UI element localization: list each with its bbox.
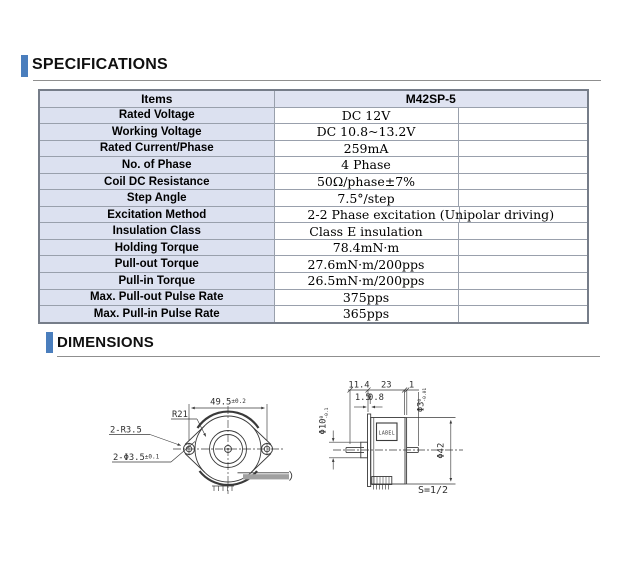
mounting-hole-dia-label: 2-Φ3.5±0.1 xyxy=(113,453,160,463)
table-row xyxy=(39,239,588,256)
flange-thickness-dim: 0.8 xyxy=(368,393,384,403)
spec-item-extra-cell xyxy=(458,124,588,141)
table-row xyxy=(39,190,588,207)
spec-item-label: Holding Torque xyxy=(39,239,274,256)
boss-diameter-label: $\Phi 10^0-0.1$ xyxy=(318,407,331,435)
spec-item-label: Coil DC Resistance xyxy=(39,173,274,190)
body-length-dim: 23 xyxy=(381,380,392,391)
table-row xyxy=(39,223,588,240)
spec-item-extra-cell xyxy=(458,273,588,290)
spec-item-value: 2-2 Phase excitation (Unipolar driving) xyxy=(274,206,588,223)
spec-item-extra-cell xyxy=(458,140,588,157)
spec-item-value: 4 Phase xyxy=(274,157,458,174)
body-radius-label: R21 xyxy=(172,410,188,420)
spec-item-label: Rated Current/Phase xyxy=(39,140,274,157)
table-row xyxy=(39,273,588,290)
spec-item-label: Insulation Class xyxy=(39,223,274,240)
spec-item-extra-cell xyxy=(458,256,588,273)
spec-table-body xyxy=(39,90,588,323)
spec-item-value: 50Ω/phase±7% xyxy=(274,173,458,190)
front-width-dimension: 49.5±0.2 xyxy=(210,397,246,408)
specifications-title: SPECIFICATIONS xyxy=(32,56,168,73)
specifications-divider xyxy=(33,80,601,81)
dimensions-accent-bar xyxy=(46,332,53,353)
spec-item-label: Max. Pull-in Pulse Rate xyxy=(39,306,274,323)
table-row xyxy=(39,107,588,124)
motor-side-view-drawing xyxy=(319,381,464,497)
motor-body xyxy=(371,418,405,485)
spec-item-value: 78.4mN·m xyxy=(274,239,458,256)
items-header-cell: Items xyxy=(39,90,274,107)
spec-item-value: 7.5°/step xyxy=(274,190,458,207)
spec-item-value: DC 12V xyxy=(274,107,458,124)
spec-item-extra-cell xyxy=(458,157,588,174)
specifications-accent-bar xyxy=(21,55,28,77)
spec-item-extra-cell xyxy=(458,223,588,240)
table-row xyxy=(39,289,588,306)
scale-note: S=1/2 xyxy=(417,485,449,496)
spec-item-extra-cell xyxy=(458,306,588,323)
boss-length-dim: 1.5 xyxy=(354,393,371,403)
spec-item-label: Max. Pull-out Pulse Rate xyxy=(39,289,274,306)
dimensions-divider xyxy=(57,356,600,357)
spec-item-value: 365pps xyxy=(274,306,458,323)
label-box-text: LABEL xyxy=(378,431,396,437)
spec-item-value: 26.5mN·m/200pps xyxy=(274,273,458,290)
ear-radius-label: 2-R3.5 xyxy=(110,425,142,436)
specifications-table xyxy=(38,89,589,324)
body-diameter-label: Φ42 xyxy=(436,442,447,459)
spec-item-value: Class E insulation xyxy=(274,223,458,240)
spec-item-value: 27.6mN·m/200pps xyxy=(274,256,458,273)
spec-item-extra-cell xyxy=(458,173,588,190)
spec-item-label: Pull-in Torque xyxy=(39,273,274,290)
spec-item-label: Step Angle xyxy=(39,190,274,207)
spec-item-label: Rated Voltage xyxy=(39,107,274,124)
lead-wire xyxy=(243,474,289,479)
spec-item-extra-cell xyxy=(458,107,588,124)
spec-item-extra-cell xyxy=(458,289,588,306)
spec-item-value: DC 10.8~13.2V xyxy=(274,124,458,141)
spec-item-label: Excitation Method xyxy=(39,206,274,223)
spec-item-extra-cell xyxy=(458,190,588,207)
spec-item-extra-cell xyxy=(458,239,588,256)
table-row xyxy=(39,306,588,323)
table-row xyxy=(39,124,588,141)
spec-item-label: Working Voltage xyxy=(39,124,274,141)
table-row xyxy=(39,173,588,190)
rear-length-dim: 1 xyxy=(408,380,415,391)
table-row xyxy=(39,157,588,174)
spec-item-value: 259mA xyxy=(274,140,458,157)
spec-item-label: No. of Phase xyxy=(39,157,274,174)
table-row xyxy=(39,206,588,223)
dimensions-title: DIMENSIONS xyxy=(57,334,155,351)
spec-item-label: Pull-out Torque xyxy=(39,256,274,273)
shaft-length-dim: 11.4 xyxy=(348,380,370,391)
dimension-drawings xyxy=(90,372,480,522)
model-header-cell: M42SP-5 xyxy=(274,90,588,107)
table-row xyxy=(39,140,588,157)
table-row xyxy=(39,256,588,273)
table-header-row xyxy=(39,90,588,107)
shaft-diameter-label: $\Phi 3^0-0.01$ xyxy=(416,387,428,413)
motor-front-view-drawing xyxy=(109,398,292,495)
spec-item-value: 375pps xyxy=(274,289,458,306)
